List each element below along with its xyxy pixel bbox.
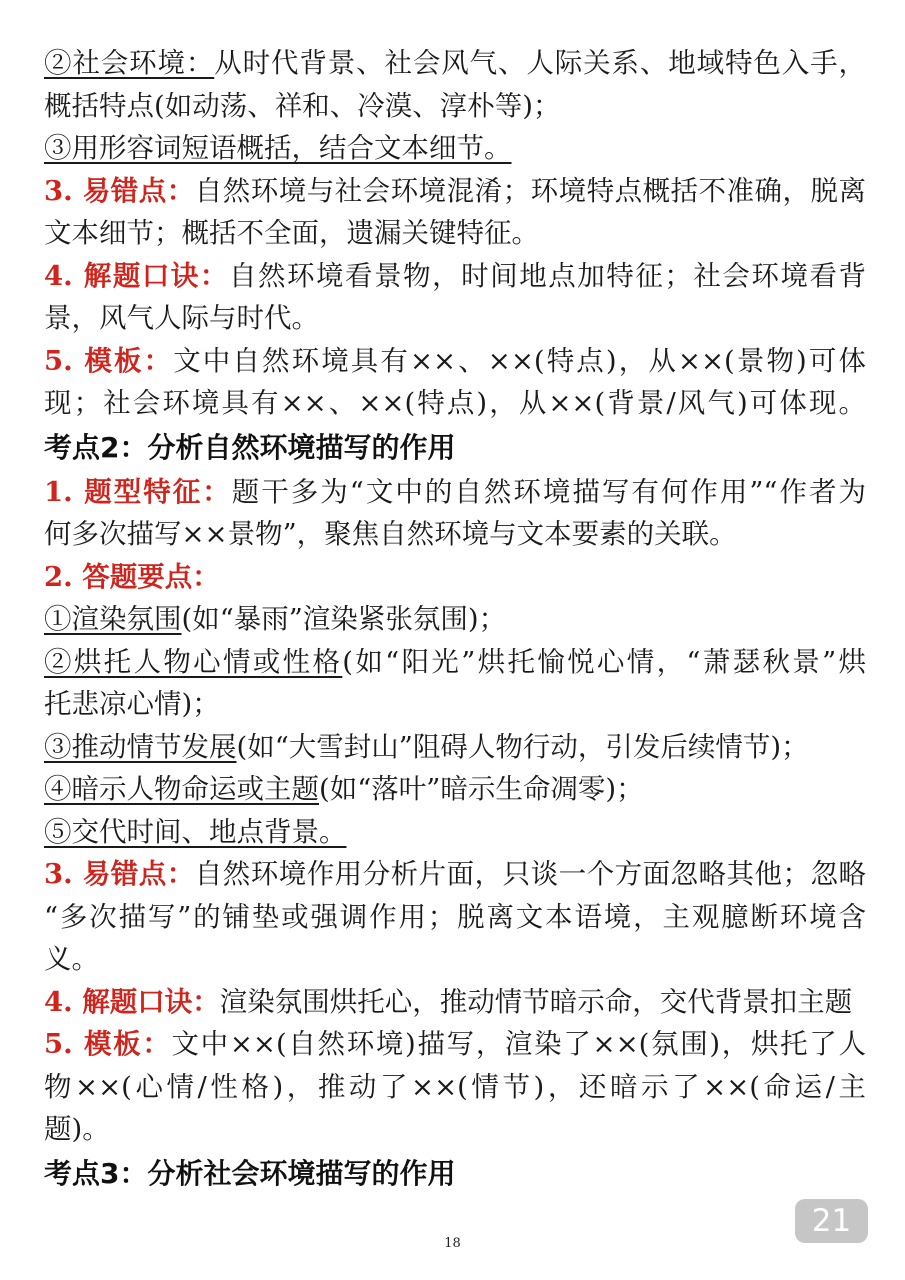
item-label: 3. 易错点： xyxy=(44,858,195,890)
line-text: 自然环境作用分析片面，只谈一个方面忽略其他；忽略 xyxy=(194,858,866,890)
text-line xyxy=(44,255,866,298)
text-line xyxy=(44,212,866,255)
line-text: 托悲凉心情)； xyxy=(44,688,220,720)
item-label: 2. 答题要点： xyxy=(44,560,220,593)
underlined-point: ①渲染氛围 xyxy=(44,603,182,635)
line-text: 题)。 xyxy=(44,1113,110,1145)
text-line xyxy=(44,598,866,641)
underlined-point: ③用形容词短语概括，结合文本细节。 xyxy=(44,132,512,164)
line-text: 渲染氛围烘托心，推动情节暗示命，交代背景扣主题 xyxy=(219,985,853,1018)
line-text: 何多次描写××景物”，聚焦自然环境与文本要素的关联。 xyxy=(44,518,737,550)
line-text: 概括特点(如动荡、祥和、冷漠、淳朴等)； xyxy=(44,89,561,122)
text-line xyxy=(44,471,866,514)
text-line xyxy=(44,382,866,425)
item-label: 4. 解题口诀： xyxy=(44,985,220,1018)
line-text: 景，风气人际与时代。 xyxy=(44,302,319,334)
line-text: (如“暴雨”渲染紧张氛围)； xyxy=(181,603,507,635)
underlined-point: ②烘托人物心情或性格 xyxy=(44,645,343,678)
text-line xyxy=(44,297,866,340)
item-label: 4. 解题口诀： xyxy=(44,259,229,292)
item-label: 5. 模板： xyxy=(44,1028,172,1060)
text-line xyxy=(44,556,866,599)
item-label: 1. 题型特征： xyxy=(44,475,232,508)
line-text: 物××(心情/性格)，推动了××(情节)，还暗示了××(命运/主 xyxy=(44,1070,866,1103)
section-heading: 考点3：分析社会环境描写的作用 xyxy=(44,1156,456,1190)
text-line xyxy=(44,938,866,981)
document-body xyxy=(44,42,866,1197)
text-line xyxy=(44,981,866,1024)
text-line xyxy=(44,513,866,556)
text-line xyxy=(44,1023,866,1066)
text-line xyxy=(44,85,866,128)
text-line xyxy=(44,42,866,85)
line-text: (如“落叶”暗示生命凋零)； xyxy=(319,773,644,805)
text-line xyxy=(44,1108,866,1151)
underlined-point: ②社会环境： xyxy=(44,47,215,79)
line-text: (如“大雪封山”阻碍人物行动，引发后续情节)； xyxy=(236,730,809,763)
line-text: 自然环境与社会环境混淆；环境特点概括不准确，脱离 xyxy=(194,174,866,207)
text-line xyxy=(44,768,866,811)
item-label: 3. 易错点： xyxy=(44,174,195,207)
text-line xyxy=(44,726,866,769)
text-line xyxy=(44,641,866,684)
page-badge: 21 xyxy=(795,1199,868,1243)
text-line xyxy=(44,853,866,896)
line-text: 文中××(自然环境)描写，渲染了××(氛围)，烘托了人 xyxy=(171,1028,866,1060)
item-label: 5. 模板： xyxy=(44,344,174,377)
line-text: 文本细节；概括不全面，遗漏关键特征。 xyxy=(44,217,539,249)
text-line xyxy=(44,1066,866,1109)
text-line xyxy=(44,127,866,170)
text-line xyxy=(44,683,866,726)
text-line xyxy=(44,896,866,939)
line-text: (如“阳光”烘托愉悦心情，“萧瑟秋景”烘 xyxy=(342,645,867,678)
underlined-point: ④暗示人物命运或主题 xyxy=(44,773,319,805)
line-text: 从时代背景、社会风气、人际关系、地域特色入手， xyxy=(214,47,866,79)
text-line xyxy=(44,340,866,383)
line-text: 文中自然环境具有××、××(特点)，从××(景物)可体 xyxy=(173,344,866,377)
line-text: 现；社会环境具有××、××(特点)，从××(背景/风气)可体现。 xyxy=(44,387,866,419)
text-line xyxy=(44,170,866,213)
page-number: 18 xyxy=(444,1236,461,1251)
section-heading: 考点2：分析自然环境描写的作用 xyxy=(44,430,456,464)
text-line xyxy=(44,811,866,854)
line-text: 义。 xyxy=(44,943,99,975)
line-text: 题干多为“文中的自然环境描写有何作用”“作者为 xyxy=(231,475,866,508)
underlined-point: ⑤交代时间、地点背景。 xyxy=(44,815,347,848)
line-text: 自然环境看景物，时间地点加特征；社会环境看背 xyxy=(228,259,866,292)
line-text: “多次描写”的铺垫或强调作用；脱离文本语境，主观臆断环境含 xyxy=(44,900,866,933)
underlined-point: ③推动情节发展 xyxy=(44,730,237,763)
